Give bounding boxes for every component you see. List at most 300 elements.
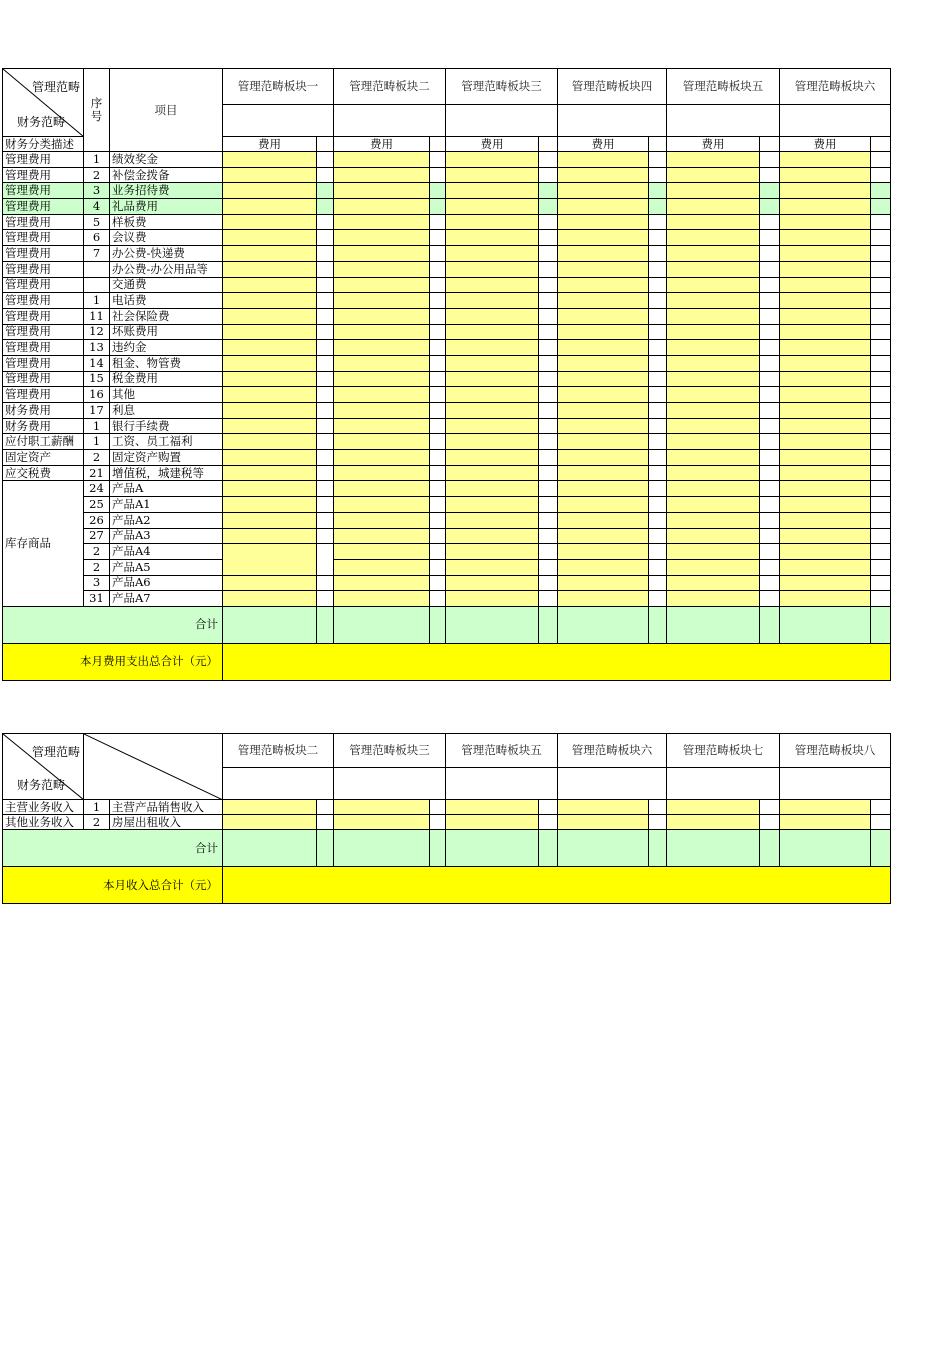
category-cell: 应交税费 <box>3 465 84 481</box>
block-header: 管理范畴板块二 <box>223 734 334 768</box>
subtotal-value-cell[interactable] <box>558 830 649 867</box>
fee-input-cell[interactable] <box>780 497 871 513</box>
fee-input-cell[interactable] <box>558 800 649 815</box>
spacer-cell <box>760 528 780 544</box>
fee-input-cell[interactable] <box>780 246 871 262</box>
fee-input-cell[interactable] <box>667 167 760 183</box>
fee-input-cell[interactable] <box>446 465 539 481</box>
block-subheader[interactable] <box>667 768 780 800</box>
fee-input-cell[interactable] <box>223 371 317 387</box>
fee-input-cell[interactable] <box>446 512 539 528</box>
fee-input-cell[interactable] <box>334 387 430 403</box>
expense-row <box>3 465 891 481</box>
fee-input-cell[interactable] <box>223 528 317 544</box>
fee-input-cell[interactable] <box>667 293 760 309</box>
fee-input-cell[interactable] <box>558 246 649 262</box>
fee-input-cell[interactable] <box>223 512 317 528</box>
grand-total-value-cell[interactable] <box>223 643 891 680</box>
fee-input-cell[interactable] <box>558 815 649 830</box>
fee-input-cell[interactable] <box>667 528 760 544</box>
fee-input-cell[interactable] <box>223 481 317 497</box>
fee-input-cell[interactable] <box>667 387 760 403</box>
spacer-cell <box>539 465 558 481</box>
expense-row <box>3 355 891 371</box>
expense-row <box>3 308 891 324</box>
fee-input-cell[interactable] <box>667 214 760 230</box>
fee-input-cell[interactable] <box>558 418 649 434</box>
fee-input-cell[interactable] <box>558 277 649 293</box>
fee-input-cell[interactable] <box>334 277 430 293</box>
spacer-cell <box>871 277 891 293</box>
fee-input-cell[interactable] <box>446 575 539 591</box>
fee-input-cell[interactable] <box>334 481 430 497</box>
category-cell: 管理费用 <box>3 183 84 199</box>
fee-input-cell[interactable] <box>558 591 649 607</box>
spacer-cell <box>430 152 446 168</box>
fee-input-cell[interactable] <box>223 591 317 607</box>
seq-cell: 2 <box>84 450 110 466</box>
spacer-cell <box>430 214 446 230</box>
fee-input-cell[interactable] <box>446 230 539 246</box>
subtotal-value-cell[interactable] <box>223 830 317 867</box>
fee-input-cell[interactable] <box>780 387 871 403</box>
block-header: 管理范畴板块三 <box>334 734 446 768</box>
subtotal-value-cell[interactable] <box>446 606 539 643</box>
fee-input-cell[interactable] <box>780 418 871 434</box>
fee-input-cell[interactable] <box>334 246 430 262</box>
fee-input-cell[interactable] <box>667 230 760 246</box>
subtotal-value-cell[interactable] <box>558 606 649 643</box>
seq-cell: 24 <box>84 481 110 497</box>
fee-input-cell[interactable] <box>223 340 317 356</box>
fee-input-cell[interactable] <box>223 465 317 481</box>
category-cell: 固定资产 <box>3 450 84 466</box>
fee-input-cell[interactable] <box>334 528 430 544</box>
spacer-cell <box>539 497 558 513</box>
spacer-cell <box>871 230 891 246</box>
fee-input-cell[interactable] <box>446 815 539 830</box>
subtotal-value-cell[interactable] <box>667 606 760 643</box>
spacer-cell <box>649 544 667 560</box>
fee-input-cell[interactable] <box>223 575 317 591</box>
spacer-cell <box>539 340 558 356</box>
spacer-cell <box>430 167 446 183</box>
spacer-cell <box>649 800 667 815</box>
block-subheader[interactable] <box>780 768 891 800</box>
fee-input-cell[interactable] <box>667 544 760 560</box>
fee-input-cell[interactable] <box>334 591 430 607</box>
spacer-cell <box>760 183 780 199</box>
fee-input-cell[interactable] <box>446 434 539 450</box>
fee-input-cell[interactable] <box>334 355 430 371</box>
fee-input-cell[interactable] <box>667 324 760 340</box>
expense-row <box>3 434 891 450</box>
fee-input-cell[interactable] <box>223 403 317 419</box>
fee-input-cell[interactable] <box>223 355 317 371</box>
spacer-cell <box>649 355 667 371</box>
fee-input-cell[interactable] <box>223 246 317 262</box>
fee-input-cell[interactable] <box>558 512 649 528</box>
block-subheader[interactable] <box>223 768 334 800</box>
seq-header-text: 序 号 <box>90 96 103 123</box>
subtotal-value-cell[interactable] <box>223 606 317 643</box>
category-cell: 其他业务收入 <box>3 815 84 830</box>
spacer-cell <box>871 152 891 168</box>
fee-input-cell[interactable] <box>334 214 430 230</box>
expense-row <box>3 230 891 246</box>
fee-input-cell[interactable] <box>667 152 760 168</box>
fee-input-cell[interactable] <box>446 340 539 356</box>
fee-input-cell[interactable] <box>223 199 317 215</box>
spacer-cell <box>430 277 446 293</box>
block-header: 管理范畴板块八 <box>780 734 891 768</box>
spacer-cell <box>760 418 780 434</box>
fee-input-cell[interactable] <box>334 403 430 419</box>
seq-cell <box>84 277 110 293</box>
category-cell: 管理费用 <box>3 371 84 387</box>
fee-input-cell[interactable] <box>334 230 430 246</box>
fee-input-cell[interactable] <box>780 591 871 607</box>
fee-input-cell[interactable] <box>446 246 539 262</box>
expense-row <box>3 183 891 199</box>
fee-input-cell[interactable] <box>334 308 430 324</box>
spacer-cell <box>430 403 446 419</box>
fee-input-cell[interactable] <box>558 199 649 215</box>
fee-input-cell[interactable] <box>223 450 317 466</box>
fee-input-cell[interactable] <box>667 575 760 591</box>
fee-input-cell[interactable] <box>780 434 871 450</box>
block-subheader[interactable] <box>558 768 667 800</box>
spacer-cell <box>430 544 446 560</box>
spacer-cell <box>539 230 558 246</box>
diagonal-header-cell <box>3 734 84 800</box>
fee-input-cell[interactable] <box>446 528 539 544</box>
fee-input-cell[interactable] <box>558 450 649 466</box>
subtotal-value-cell[interactable] <box>334 830 430 867</box>
spacer-cell <box>760 450 780 466</box>
fee-input-cell[interactable] <box>334 434 430 450</box>
spacer-cell <box>539 246 558 262</box>
fee-input-cell[interactable] <box>558 152 649 168</box>
spacer-cell <box>430 293 446 309</box>
fee-input-cell[interactable] <box>446 324 539 340</box>
fee-input-cell[interactable] <box>780 528 871 544</box>
fee-input-cell[interactable] <box>558 465 649 481</box>
fee-input-cell[interactable] <box>223 497 317 513</box>
fee-input-cell[interactable] <box>558 261 649 277</box>
subtotal-value-cell[interactable] <box>446 830 539 867</box>
spacer-cell <box>760 544 780 560</box>
fee-input-cell[interactable] <box>223 434 317 450</box>
spacer-cell <box>760 308 780 324</box>
item-cell: 产品A7 <box>110 591 223 607</box>
block-subheader[interactable] <box>223 105 334 137</box>
spacer-cell <box>871 261 891 277</box>
fee-input-cell[interactable] <box>334 544 430 560</box>
fee-input-cell[interactable] <box>223 418 317 434</box>
fee-input-cell[interactable] <box>667 340 760 356</box>
fee-input-cell[interactable] <box>558 293 649 309</box>
spacer-cell <box>871 199 891 215</box>
fee-input-cell[interactable] <box>780 559 871 575</box>
fee-input-cell[interactable] <box>558 230 649 246</box>
fee-input-cell[interactable] <box>223 544 317 575</box>
fee-input-cell[interactable] <box>334 167 430 183</box>
fee-input-cell[interactable] <box>667 497 760 513</box>
fee-input-cell[interactable] <box>446 387 539 403</box>
fee-input-cell[interactable] <box>667 308 760 324</box>
seq-cell: 1 <box>84 152 110 168</box>
fee-input-cell[interactable] <box>446 481 539 497</box>
spacer-cell <box>430 465 446 481</box>
fee-input-cell[interactable] <box>667 800 760 815</box>
fee-input-cell[interactable] <box>780 261 871 277</box>
spacer-cell <box>649 261 667 277</box>
block-subheader[interactable] <box>780 105 891 137</box>
spacer-cell <box>317 152 334 168</box>
block-subheader[interactable] <box>558 105 667 137</box>
fee-input-cell[interactable] <box>780 199 871 215</box>
fee-input-cell[interactable] <box>334 559 430 575</box>
fee-input-cell[interactable] <box>667 246 760 262</box>
fee-input-cell[interactable] <box>780 403 871 419</box>
fee-input-cell[interactable] <box>667 815 760 830</box>
spacer-cell <box>760 277 780 293</box>
spacer-cell <box>871 403 891 419</box>
fee-input-cell[interactable] <box>558 497 649 513</box>
expense-row <box>3 152 891 168</box>
fee-input-cell[interactable] <box>667 403 760 419</box>
fee-input-cell[interactable] <box>446 214 539 230</box>
fee-input-cell[interactable] <box>334 371 430 387</box>
fee-input-cell[interactable] <box>558 183 649 199</box>
spacer-cell <box>649 293 667 309</box>
block-subheader[interactable] <box>334 105 446 137</box>
item-cell: 产品A5 <box>110 559 223 575</box>
fee-input-cell[interactable] <box>446 591 539 607</box>
spacer-cell <box>539 277 558 293</box>
fee-input-cell[interactable] <box>780 371 871 387</box>
fee-input-cell[interactable] <box>667 465 760 481</box>
fee-input-cell[interactable] <box>780 800 871 815</box>
diag-top-label: 管理范畴 <box>31 80 80 94</box>
fee-input-cell[interactable] <box>446 308 539 324</box>
fee-input-cell[interactable] <box>334 512 430 528</box>
category-cell: 管理费用 <box>3 152 84 168</box>
fee-input-cell[interactable] <box>223 183 317 199</box>
spacer-cell <box>539 387 558 403</box>
seq-cell: 2 <box>84 167 110 183</box>
fee-input-cell[interactable] <box>223 214 317 230</box>
fee-input-cell[interactable] <box>446 371 539 387</box>
spacer-cell <box>760 340 780 356</box>
fee-input-cell[interactable] <box>223 167 317 183</box>
fee-input-cell[interactable] <box>780 575 871 591</box>
fee-input-cell[interactable] <box>780 230 871 246</box>
fee-input-cell[interactable] <box>223 230 317 246</box>
fee-input-cell[interactable] <box>334 450 430 466</box>
item-cell: 主营产品销售收入 <box>110 800 223 815</box>
fee-input-cell[interactable] <box>667 418 760 434</box>
fee-input-cell[interactable] <box>446 293 539 309</box>
fee-input-cell[interactable] <box>780 450 871 466</box>
fee-input-cell[interactable] <box>558 387 649 403</box>
fee-input-cell[interactable] <box>558 528 649 544</box>
item-cell: 房屋出租收入 <box>110 815 223 830</box>
spacer-cell <box>649 246 667 262</box>
fee-input-cell[interactable] <box>558 355 649 371</box>
fee-input-cell[interactable] <box>558 214 649 230</box>
fee-input-cell[interactable] <box>223 324 317 340</box>
fee-input-cell[interactable] <box>780 544 871 560</box>
fee-input-cell[interactable] <box>223 277 317 293</box>
spacer-cell <box>871 497 891 513</box>
fee-input-cell[interactable] <box>223 261 317 277</box>
fee-input-cell[interactable] <box>558 434 649 450</box>
fee-input-cell[interactable] <box>780 815 871 830</box>
spacer-cell <box>317 293 334 309</box>
spacer-cell <box>649 465 667 481</box>
fee-input-cell[interactable] <box>558 167 649 183</box>
grand-total-value-cell[interactable] <box>223 867 891 904</box>
spacer-cell <box>317 815 334 830</box>
block-header: 管理范畴板块六 <box>558 734 667 768</box>
fee-input-cell[interactable] <box>667 277 760 293</box>
fee-input-cell[interactable] <box>446 800 539 815</box>
block-subheader[interactable] <box>334 768 446 800</box>
fee-input-cell[interactable] <box>334 815 430 830</box>
fee-input-cell[interactable] <box>667 261 760 277</box>
fee-input-cell[interactable] <box>667 450 760 466</box>
spacer-cell <box>317 528 334 544</box>
fee-input-cell[interactable] <box>558 308 649 324</box>
fee-input-cell[interactable] <box>223 293 317 309</box>
fee-input-cell[interactable] <box>780 324 871 340</box>
fee-input-cell[interactable] <box>334 465 430 481</box>
fee-input-cell[interactable] <box>334 293 430 309</box>
fee-input-cell[interactable] <box>558 481 649 497</box>
fee-input-cell[interactable] <box>780 481 871 497</box>
block-subheader[interactable] <box>446 105 558 137</box>
fee-input-cell[interactable] <box>780 277 871 293</box>
fee-input-cell[interactable] <box>558 544 649 560</box>
spacer-cell <box>430 815 446 830</box>
fee-input-cell[interactable] <box>446 277 539 293</box>
fee-input-cell[interactable] <box>334 340 430 356</box>
spacer-cell <box>317 800 334 815</box>
fee-input-cell[interactable] <box>667 512 760 528</box>
fee-input-cell[interactable] <box>446 167 539 183</box>
seq-cell: 11 <box>84 308 110 324</box>
fee-input-cell[interactable] <box>667 481 760 497</box>
seq-cell: 16 <box>84 387 110 403</box>
fee-input-cell[interactable] <box>780 512 871 528</box>
fee-input-cell[interactable] <box>667 591 760 607</box>
fee-input-cell[interactable] <box>558 324 649 340</box>
fee-input-cell[interactable] <box>780 465 871 481</box>
fee-input-cell[interactable] <box>223 815 317 830</box>
fee-input-cell[interactable] <box>558 575 649 591</box>
seq-cell: 5 <box>84 214 110 230</box>
block-header: 管理范畴板块六 <box>780 69 891 105</box>
spacer-cell <box>317 167 334 183</box>
item-cell: 产品A6 <box>110 575 223 591</box>
fee-input-cell[interactable] <box>223 308 317 324</box>
fee-input-cell[interactable] <box>667 355 760 371</box>
seq-cell: 6 <box>84 230 110 246</box>
fee-input-cell[interactable] <box>446 152 539 168</box>
fee-input-cell[interactable] <box>223 152 317 168</box>
category-cell: 管理费用 <box>3 355 84 371</box>
fee-input-cell[interactable] <box>780 308 871 324</box>
subtotal-value-cell[interactable] <box>780 606 871 643</box>
fee-input-cell[interactable] <box>558 403 649 419</box>
fee-input-cell[interactable] <box>334 199 430 215</box>
spacer-cell <box>539 418 558 434</box>
subtotal-value-cell[interactable] <box>667 830 760 867</box>
fee-input-cell[interactable] <box>667 371 760 387</box>
fee-input-cell[interactable] <box>446 450 539 466</box>
fee-input-cell[interactable] <box>334 800 430 815</box>
spacer-cell <box>317 340 334 356</box>
fee-input-cell[interactable] <box>780 355 871 371</box>
fee-input-cell[interactable] <box>446 418 539 434</box>
fee-input-cell[interactable] <box>667 183 760 199</box>
fee-input-cell[interactable] <box>446 183 539 199</box>
spacer-cell <box>317 512 334 528</box>
spacer-cell <box>871 167 891 183</box>
fee-input-cell[interactable] <box>667 434 760 450</box>
fee-input-cell[interactable] <box>558 340 649 356</box>
subtotal-value-cell[interactable] <box>780 830 871 867</box>
fee-input-cell[interactable] <box>334 324 430 340</box>
fee-input-cell[interactable] <box>446 403 539 419</box>
fee-input-cell[interactable] <box>780 167 871 183</box>
fee-input-cell[interactable] <box>223 800 317 815</box>
fee-input-cell[interactable] <box>780 214 871 230</box>
fee-input-cell[interactable] <box>334 152 430 168</box>
fee-input-cell[interactable] <box>558 559 649 575</box>
fee-input-cell[interactable] <box>223 387 317 403</box>
fee-input-cell[interactable] <box>667 199 760 215</box>
fee-input-cell[interactable] <box>334 183 430 199</box>
fee-input-cell[interactable] <box>334 418 430 434</box>
fee-input-cell[interactable] <box>446 559 539 575</box>
fee-input-cell[interactable] <box>446 199 539 215</box>
fee-input-cell[interactable] <box>334 575 430 591</box>
block-subheader[interactable] <box>667 105 780 137</box>
spacer-cell <box>649 387 667 403</box>
fee-input-cell[interactable] <box>334 261 430 277</box>
fee-input-cell[interactable] <box>446 355 539 371</box>
fee-input-cell[interactable] <box>334 497 430 513</box>
fee-input-cell[interactable] <box>667 559 760 575</box>
fee-input-cell[interactable] <box>446 497 539 513</box>
category-cell: 管理费用 <box>3 261 84 277</box>
fee-input-cell[interactable] <box>558 371 649 387</box>
spacer-cell <box>871 465 891 481</box>
fee-input-cell[interactable] <box>780 183 871 199</box>
expense-row <box>3 214 891 230</box>
block-subheader[interactable] <box>446 768 558 800</box>
block-header: 管理范畴板块一 <box>223 69 334 105</box>
fee-input-cell[interactable] <box>780 293 871 309</box>
fee-input-cell[interactable] <box>446 544 539 560</box>
fee-input-cell[interactable] <box>780 152 871 168</box>
fee-input-cell[interactable] <box>446 261 539 277</box>
fee-input-cell[interactable] <box>780 340 871 356</box>
subtotal-value-cell[interactable] <box>334 606 430 643</box>
